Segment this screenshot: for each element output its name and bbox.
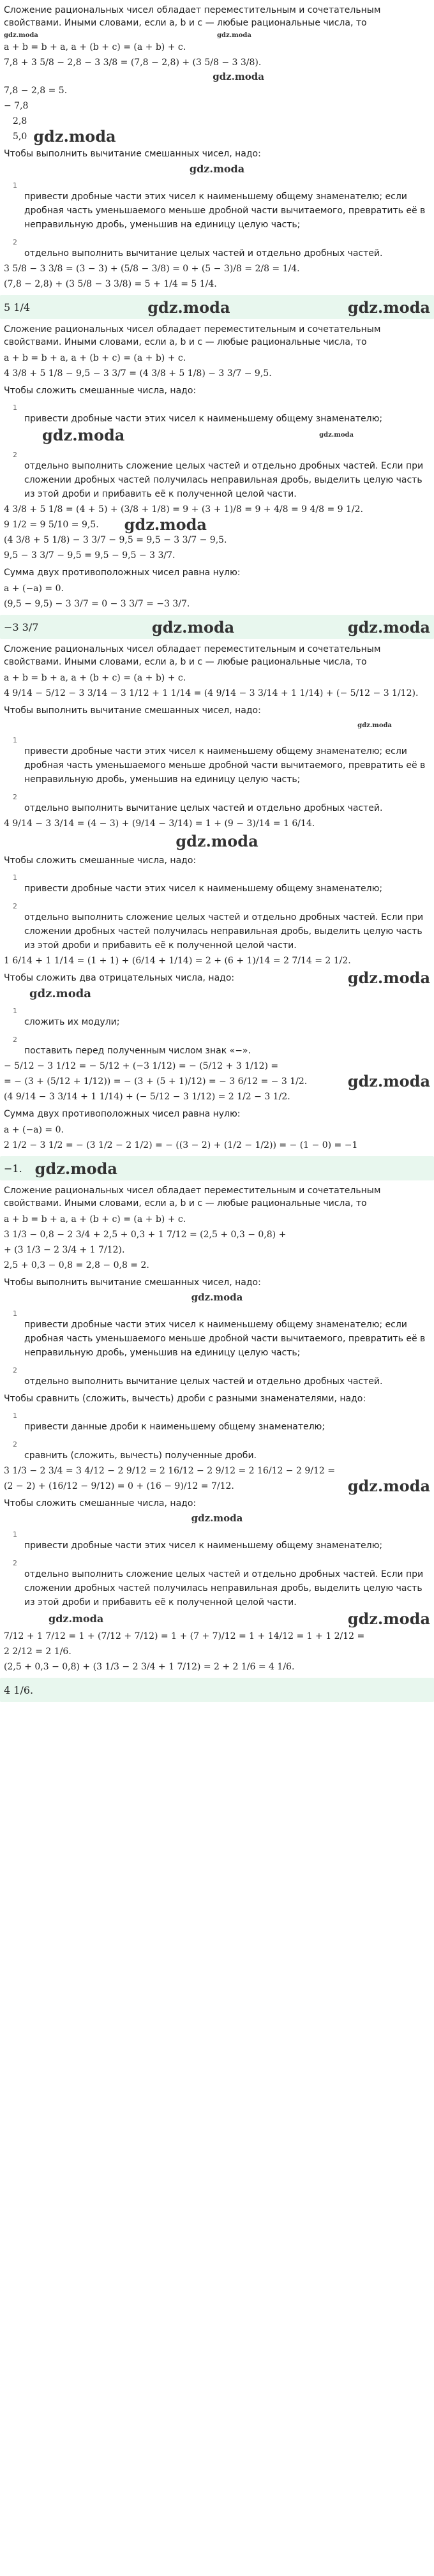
- step-number: 1: [13, 1530, 17, 1539]
- step-text: привести данные дроби к наименьшему общему знаменателю;: [24, 1422, 326, 1432]
- step-number: 1: [13, 1309, 17, 1318]
- math-line: (4 9/14 − 3 3/14 + 1 1/14) + (− 5/12 − 3 1/12) = 2 1/2 − 3 1/2.: [4, 1092, 290, 1102]
- rule-formula: a + b = b + a, a + (b + c) = (a + b) + c.: [4, 1214, 186, 1224]
- answer-box: [0, 1678, 434, 1702]
- step-item: [4, 181, 430, 232]
- answer-value: 4 1/6.: [4, 1683, 34, 1696]
- step-text: отдельно выполнить вычитание целых частей и отдельно дробных частей.: [24, 803, 383, 813]
- watermark: gdz.moda: [33, 127, 116, 146]
- solution-page: [0, 4, 434, 1702]
- rule-text: Сложение рациональных чисел обладает переместительным и сочетательным свойствами. Иными словами, если a, b и c — любые рациональные числа, то: [4, 1186, 381, 1209]
- watermark: gdz.moda: [147, 298, 230, 317]
- math-line: 4 3/8 + 5 1/8 = (4 + 5) + (3/8 + 1/8) = 9 + (3 + 1)/8 = 9 + 4/8 = 9 4/8 = 9 1/2.: [4, 504, 364, 515]
- math-line: 4 9/14 − 5/12 − 3 3/14 − 3 1/12 + 1 1/14 = (4 9/14 − 3 3/14 + 1 1/14) + (− 5/12 − 3 1/12).: [4, 688, 419, 698]
- step-number: 1: [13, 181, 17, 190]
- math-watermark-row: [4, 1479, 430, 1493]
- math-line: 9,5 − 3 3/7 − 9,5 = 9,5 − 9,5 − 3 3/7.: [4, 550, 176, 561]
- watermark: gdz.moda: [49, 1613, 104, 1625]
- step-item: [4, 736, 430, 787]
- step-item: [4, 1530, 430, 1553]
- step-item: [4, 1559, 430, 1609]
- step-text: сложить их модули;: [24, 1017, 120, 1027]
- watermark: gdz.moda: [347, 1477, 430, 1495]
- rule-text: Сложение рациональных чисел обладает переместительным и сочетательным свойствами. Иными словами, если a, b и c — любые рациональные числа, то: [4, 644, 381, 667]
- watermark: gdz.moda: [34, 1159, 117, 1178]
- step-text: сравнить (сложить, вычесть) полученные дроби.: [24, 1450, 257, 1461]
- step-item: [4, 902, 430, 953]
- rule-formula: a + b = b + a, a + (b + c) = (a + b) + c.: [4, 673, 186, 683]
- step-number: 2: [13, 451, 17, 459]
- watermark: gdz.moda: [347, 1609, 430, 1628]
- step-text: привести дробные части этих чисел к наименьшему общему знаменателю;: [24, 1540, 383, 1551]
- watermark: gdz.moda: [29, 987, 91, 1000]
- step-text: привести дробные части этих чисел к наименьшему общему знаменателю;: [24, 414, 383, 424]
- watermark: gdz.moda: [189, 163, 245, 175]
- watermark: gdz.moda: [191, 1512, 243, 1524]
- intro-text: Чтобы выполнить вычитание смешанных чисел, надо:: [4, 705, 261, 716]
- watermark-row: [4, 987, 430, 1000]
- math-line: (9,5 − 9,5) − 3 3/7 = 0 − 3 3/7 = −3 3/7.: [4, 599, 190, 609]
- step-item: [4, 873, 430, 896]
- answer-value: 5 1/4: [4, 301, 31, 313]
- step-number: 2: [13, 793, 17, 801]
- step-text: отдельно выполнить вычитание целых частей и отдельно дробных частей.: [24, 1376, 383, 1387]
- rule-text: Сложение рациональных чисел обладает переместительным и сочетательным свойствами. Иными словами, если a, b и c — любые рациональные числа, то: [4, 324, 381, 347]
- watermark-row: [4, 32, 430, 39]
- watermark: gdz.moda: [213, 71, 264, 82]
- intro-text: Чтобы сравнить (сложить, вычесть) дроби с разными знаменателями, надо:: [4, 1394, 366, 1404]
- step-text: отдельно выполнить сложение целых частей и отдельно дробных частей. Если при сложении дробных частей получилась неправильная дробь, выделить целую часть из этой дроби и прибавить её к полученной целой части.: [24, 1569, 424, 1608]
- column-subtraction: 2,8: [13, 116, 27, 126]
- step-text: отдельно выполнить вычитание целых частей и отдельно дробных частей.: [24, 248, 383, 259]
- math-line: = − (3 + (5/12 + 1/12)) = − (3 + (5 + 1)/12) = − 3 6/12 = − 3 1/2.: [4, 1076, 308, 1087]
- watermark: gdz.moda: [347, 1072, 430, 1090]
- watermark: gdz.moda: [347, 968, 430, 987]
- watermark: gdz.moda: [42, 426, 125, 444]
- math-line: 9 1/2 = 9 5/10 = 9,5.: [4, 520, 99, 530]
- step-text: привести дробные части этих чисел к наименьшему общему знаменателю; если дробная часть уменьшаемого меньше дробной части вычитаемого, превратить её в неправильную дробь, уменьшив на единицу целую часть;: [24, 1320, 426, 1358]
- math-line: 3 5/8 − 3 3/8 = (3 − 3) + (5/8 − 3/8) = 0 + (5 − 3)/8 = 2/8 = 1/4.: [4, 264, 300, 274]
- step-text: привести дробные части этих чисел к наименьшему общему знаменателю; если дробная часть уменьшаемого меньше дробной части вычитаемого, превратить её в неправильную дробь, уменьшив на единицу целую часть;: [24, 746, 426, 785]
- step-item: [4, 1007, 430, 1029]
- math-line: a + (−a) = 0.: [4, 1125, 64, 1135]
- math-line: 2 2/12 = 2 1/6.: [4, 1646, 71, 1657]
- watermark: gdz.moda: [347, 298, 430, 317]
- column-subtraction-row: [4, 127, 430, 146]
- solution-section-1: [4, 4, 430, 319]
- answer-box: [0, 295, 434, 319]
- step-number: 2: [13, 1036, 17, 1044]
- column-subtraction: 5,0: [13, 132, 27, 142]
- watermark: gdz.moda: [4, 32, 38, 39]
- intro-text: Чтобы сложить смешанные числа, надо:: [4, 1498, 197, 1509]
- watermark-row: [4, 1609, 430, 1628]
- answer-value: −3 3/7: [4, 621, 39, 633]
- step-text: отдельно выполнить сложение целых частей и отдельно дробных частей. Если при сложении дробных частей получилась неправильная дробь, выделить целую часть из этой дроби и прибавить её к полученной целой части.: [24, 461, 424, 499]
- column-subtraction: − 7,8: [4, 101, 29, 111]
- math-watermark-row: [4, 515, 430, 534]
- math-line: (4 3/8 + 5 1/8) − 3 3/7 − 9,5 = 9,5 − 3 3/7 − 9,5.: [4, 535, 227, 545]
- math-line: 1 6/14 + 1 1/14 = (1 + 1) + (6/14 + 1/14) = 2 + (6 + 1)/14 = 2 7/14 = 2 1/2.: [4, 956, 351, 966]
- step-item: [4, 451, 430, 501]
- intro-text: Чтобы сложить смешанные числа, надо:: [4, 855, 197, 866]
- step-number: 2: [13, 1440, 17, 1449]
- step-item: [4, 1036, 430, 1058]
- step-item: [4, 793, 430, 815]
- intro-watermark-row: [4, 968, 430, 987]
- step-number: 1: [13, 403, 17, 412]
- answer-value: −1.: [4, 1162, 22, 1175]
- watermark: gdz.moda: [124, 515, 207, 534]
- step-item: [4, 1412, 430, 1434]
- math-line: 2 1/2 − 3 1/2 = − (3 1/2 − 2 1/2) = − ((3 − 2) + (1/2 − 1/2)) = − (1 − 0) = −1: [4, 1140, 358, 1150]
- math-line: 7/12 + 1 7/12 = 1 + (7/12 + 7/12) = 1 + (7 + 7)/12 = 1 + 14/12 = 1 + 1 2/12 =: [4, 1631, 365, 1641]
- watermark: gdz.moda: [176, 832, 258, 850]
- intro-text: Чтобы сложить смешанные числа, надо:: [4, 386, 197, 396]
- step-number: 1: [13, 1007, 17, 1015]
- intro-text: Чтобы сложить два отрицательных числа, надо:: [4, 973, 235, 983]
- step-item: [4, 1366, 430, 1389]
- watermark: gdz.moda: [357, 722, 392, 729]
- step-number: 1: [13, 873, 17, 882]
- math-line: − 5/12 − 3 1/12 = − 5/12 + (−3 1/12) = − (5/12 + 3 1/12) =: [4, 1061, 279, 1071]
- answer-box: [0, 1156, 434, 1180]
- math-line: 3 1/3 − 0,8 − 2 3/4 + 2,5 + 0,3 + 1 7/12 = (2,5 + 0,3 − 0,8) +: [4, 1230, 287, 1240]
- step-number: 1: [13, 1412, 17, 1420]
- solution-section-3: [4, 643, 430, 1180]
- math-line: a + (−a) = 0.: [4, 584, 64, 594]
- step-text: поставить перед полученным числом знак «−».: [24, 1046, 251, 1056]
- solution-section-2: [4, 323, 430, 639]
- math-line: 4 9/14 − 3 3/14 = (4 − 3) + (9/14 − 3/14) = 1 + (9 − 3)/14 = 1 6/14.: [4, 818, 315, 829]
- step-text: привести дробные части этих чисел к наименьшему общему знаменателю;: [24, 884, 383, 894]
- watermark: gdz.moda: [347, 617, 430, 636]
- step-number: 2: [13, 1559, 17, 1567]
- step-item: [4, 1309, 430, 1360]
- step-text: отдельно выполнить сложение целых частей и отдельно дробных частей. Если при сложении дробных частей получилась неправильная дробь, выделить целую часть из этой дроби и прибавить её к полученной целой части.: [24, 912, 424, 951]
- note-text: Сумма двух противоположных чисел равна нулю:: [4, 568, 241, 578]
- math-line: 7,8 − 2,8 = 5.: [4, 86, 68, 96]
- watermark-row: [4, 426, 430, 444]
- intro-text: Чтобы выполнить вычитание смешанных чисел, надо:: [4, 1277, 261, 1288]
- step-number: 2: [13, 902, 17, 910]
- answer-box: [0, 615, 434, 639]
- math-line: (7,8 − 2,8) + (3 5/8 − 3 3/8) = 5 + 1/4 = 5 1/4.: [4, 279, 217, 289]
- intro-text: Чтобы выполнить вычитание смешанных чисел, надо:: [4, 149, 261, 159]
- math-line: (2,5 + 0,3 − 0,8) + (3 1/3 − 2 3/4 + 1 7/12) = 2 + 2 1/6 = 4 1/6.: [4, 1662, 295, 1672]
- math-line: 3 1/3 − 2 3/4 = 3 4/12 − 2 9/12 = 2 16/12 − 2 9/12 = 2 16/12 − 2 9/12 =: [4, 1466, 335, 1476]
- math-watermark-row: [4, 1074, 430, 1088]
- step-item: [4, 1440, 430, 1463]
- note-text: Сумма двух противоположных чисел равна нулю:: [4, 1109, 241, 1119]
- step-number: 2: [13, 1366, 17, 1375]
- step-text: привести дробные части этих чисел к наименьшему общему знаменателю; если дробная часть уменьшаемого меньше дробной части вычитаемого, превратить её в неправильную дробь, уменьшив на единицу целую часть;: [24, 192, 426, 230]
- rule-formula: a + b = b + a, a + (b + c) = (a + b) + c.: [4, 42, 186, 52]
- watermark: gdz.moda: [319, 432, 354, 439]
- watermark: gdz.moda: [191, 1292, 243, 1303]
- watermark: gdz.moda: [217, 32, 251, 39]
- step-item: [4, 238, 430, 260]
- rule-text: Сложение рациональных чисел обладает переместительным и сочетательным свойствами. Иными словами, если a, b и c — любые рациональные числа, то: [4, 5, 381, 28]
- math-line: + (3 1/3 − 2 3/4 + 1 7/12).: [4, 1245, 125, 1255]
- math-line: 7,8 + 3 5/8 − 2,8 − 3 3/8 = (7,8 − 2,8) + (3 5/8 − 3 3/8).: [4, 57, 262, 68]
- step-number: 1: [13, 736, 17, 744]
- watermark: gdz.moda: [151, 617, 235, 636]
- solution-section-4: [4, 1184, 430, 1702]
- math-line: 4 3/8 + 5 1/8 − 9,5 − 3 3/7 = (4 3/8 + 5 1/8) − 3 3/7 − 9,5.: [4, 368, 272, 379]
- math-line: (2 − 2) + (16/12 − 9/12) = 0 + (16 − 9)/12 = 7/12.: [4, 1481, 234, 1491]
- math-line: 2,5 + 0,3 − 0,8 = 2,8 − 0,8 = 2.: [4, 1260, 149, 1270]
- step-number: 2: [13, 238, 17, 246]
- watermark-row: [4, 71, 430, 82]
- rule-formula: a + b = b + a, a + (b + c) = (a + b) + c.: [4, 353, 186, 363]
- step-item: [4, 403, 430, 426]
